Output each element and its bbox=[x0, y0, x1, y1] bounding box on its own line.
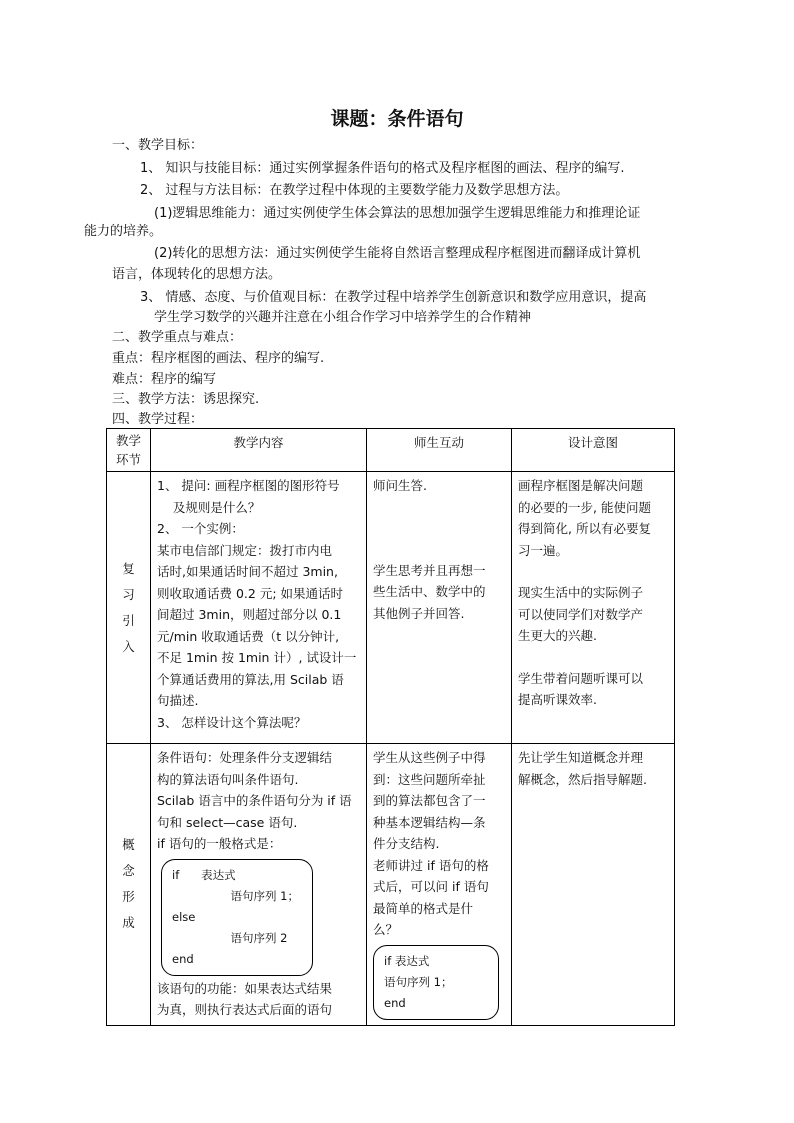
code-line: 语句序列 1； bbox=[384, 974, 453, 989]
interaction-line: 到的算法都包含了一 bbox=[373, 793, 486, 808]
teaching-process-table bbox=[106, 428, 675, 1026]
content-line: 1、 提问: 画程序框图的图形符号 bbox=[157, 478, 340, 493]
content-line: 不足 1min 按 1min 计）, 试设计一 bbox=[157, 650, 357, 665]
intent-line: 画程序框图是解决问题 bbox=[518, 478, 644, 493]
intent-line: 提高听课效率. bbox=[518, 692, 597, 707]
interaction-line: 种基本逻辑结构—条 bbox=[373, 814, 486, 830]
code-line: if 表达式 bbox=[384, 953, 430, 968]
objective-transform: (2)转化的思想方法：通过实例使学生能将自然语言整理成程序框图进而翻译成计算机 bbox=[154, 246, 641, 261]
intent-line: 现实生活中的实际例子 bbox=[518, 585, 644, 600]
intent-line: 学生带着问题听课可以 bbox=[518, 670, 644, 686]
code-line: end bbox=[384, 995, 406, 1010]
interaction-line: 其他例子并回答. bbox=[373, 605, 465, 621]
page-title: 课题：条件语句 bbox=[330, 108, 464, 130]
content-line: 2、 一个实例： bbox=[157, 521, 244, 536]
header-intent: 设计意图 bbox=[512, 429, 675, 472]
objective-process: 2、 过程与方法目标：在教学过程中体现的主要数学能力及数学思想方法。 bbox=[140, 183, 569, 198]
header-stage: 教学 环节 bbox=[107, 429, 151, 472]
interaction-line: 学生从这些例子中得 bbox=[373, 750, 486, 765]
interaction-line: 最简单的格式是什 bbox=[373, 900, 474, 916]
content-line: 句和 select—case 语句. bbox=[157, 814, 298, 830]
code-line: end bbox=[172, 951, 194, 966]
content-line: Scilab 语言中的条件语句分为 if 语 bbox=[157, 793, 352, 808]
intent-line: 的必要的一步, 能使问题 bbox=[518, 499, 651, 515]
if-else-code-box bbox=[161, 859, 313, 976]
objective-knowledge: 1、 知识与技能目标：通过实例掌握条件语句的格式及程序框图的画法、程序的编写. bbox=[140, 161, 625, 176]
focus-key: 重点：程序框图的画法、程序的编写. bbox=[112, 351, 325, 366]
content-line: if 语句的一般格式是： bbox=[157, 836, 282, 851]
code-line: if 表达式 bbox=[172, 867, 236, 882]
content-line: 间超过 3min，则超过部分以 0.1 bbox=[157, 607, 342, 622]
content-line: 3、 怎样设计这个算法呢？ bbox=[157, 714, 307, 730]
code-line: else bbox=[172, 909, 196, 924]
interaction-line: 到：这些问题所牵扯 bbox=[373, 771, 486, 787]
intent-line: 生更大的兴趣. bbox=[518, 628, 597, 643]
content-line: 为真，则执行表达式后面的语句 bbox=[157, 1002, 333, 1017]
intent-line: 习一遍。 bbox=[518, 542, 569, 558]
content-line: 则收取通话费 0.2 元; 如果通话时 bbox=[157, 585, 344, 601]
stage-concept: 概 念 形 成 bbox=[107, 744, 151, 1026]
content-line: 某市电信部门规定：拨打市内电 bbox=[157, 542, 333, 558]
content-line: 话时,如果通话时间不超过 3min, bbox=[157, 564, 338, 579]
objective-logic: (1)逻辑思维能力：通过实例使学生体会算法的思想加强学生逻辑思维能力和推理论证 bbox=[154, 206, 641, 221]
interaction-line: 些生活中、数学中的 bbox=[373, 584, 486, 599]
section-focus: 二、教学重点与难点： bbox=[112, 330, 243, 345]
header-content: 教学内容 bbox=[151, 429, 367, 472]
objective-emotion-cont: 学生学习数学的兴趣并注意在小组合作学习中培养学生的合作精神 bbox=[154, 310, 532, 325]
code-line: 语句序列 1； bbox=[172, 888, 299, 903]
intent-review bbox=[512, 472, 675, 744]
code-line: 语句序列 2 bbox=[172, 930, 288, 945]
interaction-review bbox=[367, 472, 512, 744]
interaction-line: 师问生答. bbox=[373, 478, 427, 493]
content-line: 构的算法语句叫条件语句. bbox=[157, 771, 299, 787]
content-line: 及规则是什么？ bbox=[157, 499, 261, 515]
section-process: 四、教学过程： bbox=[112, 412, 204, 427]
table-row bbox=[107, 744, 675, 1026]
objective-transform-cont: 语言，体现转化的思想方法。 bbox=[112, 267, 282, 282]
interaction-line: 式后，可以问 if 语句 bbox=[373, 879, 489, 894]
interaction-line: 学生思考并且再想一 bbox=[373, 562, 486, 578]
table-header-row bbox=[107, 429, 675, 472]
interaction-line: 件分支结构. bbox=[373, 836, 440, 851]
if-simple-code-box bbox=[373, 945, 499, 1020]
content-review bbox=[151, 472, 367, 744]
intent-line: 得到简化, 所以有必要复 bbox=[518, 521, 651, 536]
interaction-concept bbox=[367, 744, 512, 1026]
content-line: 元/min 收取通话费（t 以分钟计, bbox=[157, 628, 340, 644]
stage-review: 复 习 引 入 bbox=[107, 472, 151, 744]
objective-emotion: 3、 情感、态度、与价值观目标：在教学过程中培养学生创新意识和数学应用意识，提高 bbox=[140, 290, 647, 305]
table-row bbox=[107, 472, 675, 744]
content-concept bbox=[151, 744, 367, 1026]
header-interaction: 师生互动 bbox=[367, 429, 512, 472]
intent-line: 可以使同学们对数学产 bbox=[518, 606, 644, 622]
focus-difficulty: 难点：程序的编写 bbox=[112, 372, 217, 387]
content-line: 该语句的功能：如果表达式结果 bbox=[157, 980, 333, 996]
interaction-line: 么？ bbox=[373, 922, 399, 937]
content-line: 条件语句：处理条件分支逻辑结 bbox=[157, 750, 333, 765]
content-line: 个算通话费用的算法,用 Scilab 语 bbox=[157, 671, 344, 687]
interaction-line: 老师讲过 if 语句的格 bbox=[373, 857, 489, 873]
section-objectives: 一、教学目标： bbox=[112, 138, 204, 153]
intent-concept bbox=[512, 744, 675, 1026]
intent-line: 先让学生知道概念并理 bbox=[518, 750, 644, 765]
section-method: 三、教学方法：诱思探究. bbox=[112, 392, 260, 407]
objective-logic-cont: 能力的培养。 bbox=[84, 224, 163, 239]
intent-line: 解概念，然后指导解题. bbox=[518, 771, 647, 787]
content-line: 句描述. bbox=[157, 693, 199, 708]
